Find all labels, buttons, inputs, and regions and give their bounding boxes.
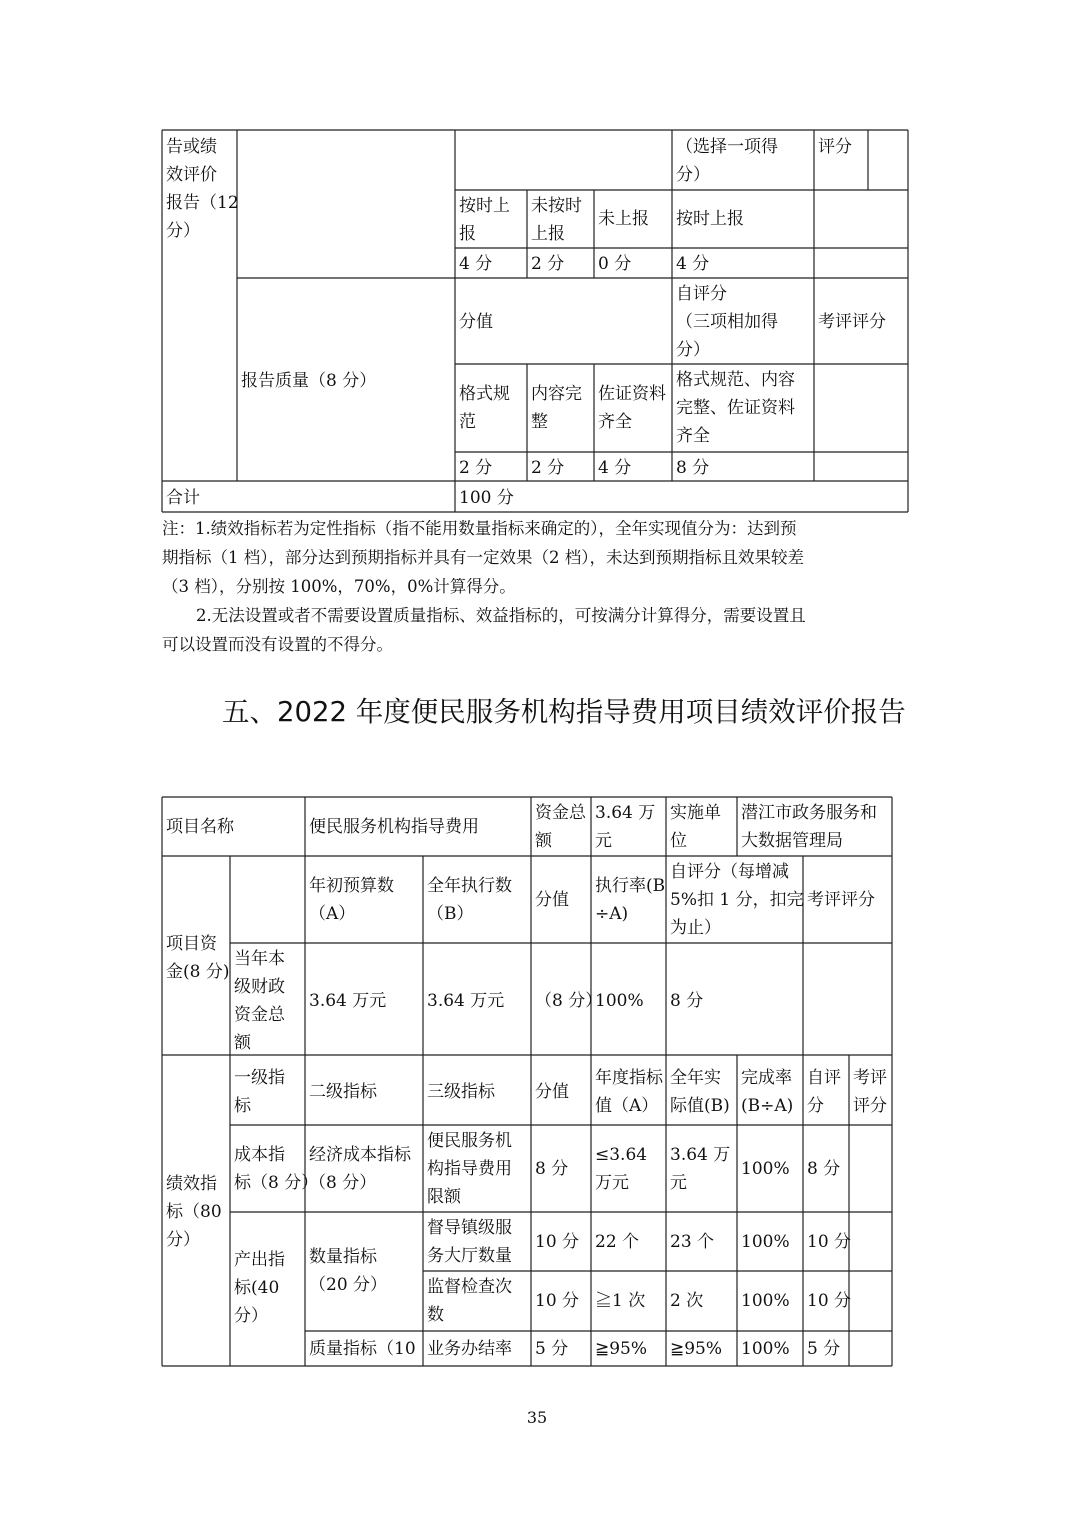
cell-hall-rate: 100% bbox=[741, 1232, 790, 1252]
cell-handle-rate: 100% bbox=[741, 1339, 790, 1359]
cell-fin-line2: 级财政 bbox=[234, 977, 285, 997]
cell-handle-target: ≧95% bbox=[595, 1339, 648, 1359]
cell-annual-line1: 年度指标 bbox=[595, 1068, 663, 1088]
cell-score-value-2: 分值 bbox=[535, 890, 569, 910]
cell-category-line4: 分） bbox=[166, 221, 200, 241]
cell-handle-self: 5 分 bbox=[807, 1339, 841, 1359]
cell-rate-line1: 执行率(B bbox=[595, 876, 666, 896]
cell-rate-value: 100% bbox=[595, 991, 644, 1011]
cell-insp-self: 10 分 bbox=[807, 1291, 852, 1311]
cell-out-line3: 分） bbox=[234, 1306, 268, 1326]
cell-report-quality: 报告质量（8 分） bbox=[241, 371, 377, 391]
cell-project-name: 便民服务机构指导费用 bbox=[309, 817, 479, 837]
cell-insp-score: 10 分 bbox=[535, 1291, 580, 1311]
cell-l1-line2: 标 bbox=[234, 1096, 251, 1116]
cell-content-line2: 整 bbox=[531, 412, 548, 432]
cell-lscore-header: 分值 bbox=[535, 1082, 569, 1102]
cell-cost3-line3: 限额 bbox=[427, 1187, 461, 1207]
cell-l1-line1: 一级指 bbox=[234, 1068, 285, 1088]
cell-handle-rate-label: 业务办结率 bbox=[427, 1339, 512, 1359]
cell-comp-line1: 完成率 bbox=[741, 1068, 792, 1088]
cell-score-3: 0 分 bbox=[598, 254, 632, 274]
cell-cost-actual-line1: 3.64 万 bbox=[670, 1145, 731, 1165]
cell-hall-target: 22 个 bbox=[595, 1232, 640, 1252]
cell-score-1: 4 分 bbox=[459, 254, 493, 274]
cell-cost-rate: 100% bbox=[741, 1159, 790, 1179]
cell-ontime-line2: 报 bbox=[459, 224, 476, 244]
cell-notontime-line1: 未按时 bbox=[531, 196, 582, 216]
cell-insp-line2: 数 bbox=[427, 1305, 444, 1325]
note-2-line-1: 2.无法设置或者不需要设置质量指标、效益指标的，可按满分计算得分，需要设置且 bbox=[196, 606, 806, 625]
cell-impl-unit-line2: 位 bbox=[670, 831, 687, 851]
cell-fund-label-line2: 金(8 分) bbox=[166, 962, 230, 982]
cell-hall-actual: 23 个 bbox=[670, 1232, 715, 1252]
cell-perf-line3: 分） bbox=[166, 1230, 200, 1250]
cell-qscore-4: 8 分 bbox=[676, 458, 710, 478]
cell-annual-line2: 值（A） bbox=[595, 1096, 659, 1116]
cell-insp-rate: 100% bbox=[741, 1291, 790, 1311]
cell-quality-self-line3: 齐全 bbox=[676, 426, 710, 446]
cell-cost-line1: 成本指 bbox=[234, 1145, 285, 1165]
cell-notontime-line2: 上报 bbox=[531, 224, 565, 244]
cell-cost-actual-line2: 元 bbox=[670, 1173, 687, 1193]
cell-review-score: 评分 bbox=[818, 137, 852, 157]
cell-fund-label-line1: 项目资 bbox=[166, 934, 217, 954]
cell-impl-unit-line1: 实施单 bbox=[670, 803, 721, 823]
cell-cost3-line2: 构指导费用 bbox=[427, 1159, 512, 1179]
cell-self-ontime: 按时上报 bbox=[676, 209, 744, 229]
cell-revh-line1: 考评 bbox=[853, 1068, 887, 1088]
cell-fin-line4: 额 bbox=[234, 1033, 251, 1053]
cell-out-line1: 产出指 bbox=[234, 1250, 285, 1270]
cell-quality-self-line2: 完整、佐证资料 bbox=[676, 398, 795, 418]
cell-perf-line2: 标（80 bbox=[166, 1202, 222, 1222]
cell-insp-target: ≧1 次 bbox=[595, 1291, 646, 1311]
cell-quality-self-line1: 格式规范、内容 bbox=[676, 370, 795, 390]
cell-total-value: 100 分 bbox=[459, 488, 514, 508]
cell-impl-org-line2: 大数据管理局 bbox=[741, 831, 843, 851]
notes bbox=[162, 514, 912, 659]
cell-quality-indicator: 质量指标（10 bbox=[309, 1339, 416, 1359]
cell-handle-actual: ≧95% bbox=[670, 1339, 723, 1359]
cell-self-value: 8 分 bbox=[670, 991, 704, 1011]
cell-comp-line2: (B÷A) bbox=[741, 1096, 794, 1116]
cell-total-label: 合计 bbox=[166, 488, 200, 508]
cell-category-line2: 效评价 bbox=[166, 165, 217, 185]
cell-fin-line1: 当年本 bbox=[234, 949, 285, 969]
cell-self-rule-line2: 5%扣 1 分，扣完 bbox=[670, 890, 804, 910]
cell-hall-score: 10 分 bbox=[535, 1232, 580, 1252]
cell-rate-line2: ÷A) bbox=[595, 904, 629, 924]
cell-proof-line2: 齐全 bbox=[598, 412, 632, 432]
cell-hall-self: 10 分 bbox=[807, 1232, 852, 1252]
cell-score-value: 分值 bbox=[459, 312, 493, 332]
cell-exec-value: 3.64 万元 bbox=[427, 991, 505, 1011]
cell-self-score-line1: 自评分 bbox=[676, 284, 727, 304]
cell-review-full: 考评评分 bbox=[818, 312, 886, 332]
cell-cost-line2: 标（8 分） bbox=[234, 1173, 319, 1193]
cell-actual-line2: 际值(B) bbox=[670, 1096, 730, 1116]
cell-budget-value: 3.64 万元 bbox=[309, 991, 387, 1011]
cell-review-2: 考评评分 bbox=[807, 890, 875, 910]
cell-qty-line1: 数量指标 bbox=[309, 1247, 377, 1267]
cell-selfh-line1: 自评 bbox=[807, 1068, 841, 1088]
cell-score-8: （8 分） bbox=[535, 991, 603, 1011]
cell-budget-line1: 年初预算数 bbox=[309, 876, 394, 896]
cell-out-line2: 标(40 bbox=[234, 1278, 280, 1298]
cell-insp-actual: 2 次 bbox=[670, 1291, 704, 1311]
cell-insp-line1: 监督检查次 bbox=[427, 1277, 512, 1297]
cell-content-line1: 内容完 bbox=[531, 384, 582, 404]
note-1-line-1: 注：1.绩效指标若为定性指标（指不能用数量指标来确定的），全年实现值分为：达到预 bbox=[162, 519, 797, 538]
cell-proof-line1: 佐证资料 bbox=[598, 384, 666, 404]
note-1-line-2: 期指标（1 档），部分达到预期指标并具有一定效果（2 档），未达到预期指标且效果较差 bbox=[162, 548, 804, 567]
cell-format-line2: 范 bbox=[459, 412, 476, 432]
cell-select-one-line1: （选择一项得 bbox=[676, 137, 778, 157]
note-1-line-3: （3 档），分别按 100%，70%，0%计算得分。 bbox=[162, 577, 516, 596]
cell-fund-amount-line2: 元 bbox=[595, 831, 612, 851]
cell-cost-target-line1: ≤3.64 bbox=[595, 1145, 648, 1165]
cell-self-rule-line3: 为止） bbox=[670, 918, 721, 938]
cell-ontime-line1: 按时上 bbox=[459, 196, 510, 216]
cell-score-2: 2 分 bbox=[531, 254, 565, 274]
cell-qscore-2: 2 分 bbox=[531, 458, 565, 478]
cell-cost3-line1: 便民服务机 bbox=[427, 1131, 512, 1151]
cell-fund-total-line2: 额 bbox=[535, 831, 552, 851]
cell-project-name-label: 项目名称 bbox=[166, 817, 234, 837]
page-number: 35 bbox=[526, 1408, 548, 1427]
cell-not-reported: 未上报 bbox=[598, 209, 649, 229]
cell-cost-score: 8 分 bbox=[535, 1159, 569, 1179]
cell-l2-header: 二级指标 bbox=[309, 1082, 377, 1102]
cell-impl-org-line1: 潜江市政务服务和 bbox=[741, 803, 877, 823]
cell-format-line1: 格式规 bbox=[459, 384, 510, 404]
cell-cost-target-line2: 万元 bbox=[595, 1173, 629, 1193]
cell-qscore-1: 2 分 bbox=[459, 458, 493, 478]
cell-fund-total-line1: 资金总 bbox=[535, 803, 586, 823]
cell-actual-line1: 全年实 bbox=[670, 1068, 721, 1088]
cell-perf-line1: 绩效指 bbox=[166, 1174, 217, 1194]
cell-qty-line2: （20 分） bbox=[309, 1275, 388, 1295]
cell-hall-line2: 务大厅数量 bbox=[427, 1246, 512, 1266]
section-heading: 五、2022 年度便民服务机构指导费用项目绩效评价报告 bbox=[222, 696, 906, 728]
cell-self-score-line3: 分） bbox=[676, 340, 710, 360]
cell-self-rule-line1: 自评分（每增减 bbox=[670, 862, 789, 882]
cell-category-line3: 报告（12 bbox=[166, 193, 239, 213]
cell-revh-line2: 评分 bbox=[853, 1096, 887, 1116]
cell-econ-line1: 经济成本指标 bbox=[309, 1145, 411, 1165]
cell-fund-amount-line1: 3.64 万 bbox=[595, 803, 656, 823]
cell-selfh-line2: 分 bbox=[807, 1096, 824, 1116]
cell-qscore-3: 4 分 bbox=[598, 458, 632, 478]
note-2-line-2: 可以设置而没有设置的不得分。 bbox=[162, 635, 393, 654]
cell-hall-line1: 督导镇级服 bbox=[427, 1218, 512, 1238]
cell-fin-line3: 资金总 bbox=[234, 1005, 285, 1025]
cell-category-line1: 告或绩 bbox=[166, 137, 217, 157]
cell-select-one-line2: 分） bbox=[676, 165, 710, 185]
cell-budget-line2: （A） bbox=[309, 904, 356, 924]
cell-exec-line1: 全年执行数 bbox=[427, 876, 512, 896]
cell-handle-score: 5 分 bbox=[535, 1339, 569, 1359]
cell-econ-line2: （8 分） bbox=[309, 1173, 377, 1193]
cell-self-score-line2: （三项相加得 bbox=[676, 312, 778, 332]
cell-score-4: 4 分 bbox=[676, 254, 710, 274]
cell-exec-line2: （B） bbox=[427, 904, 474, 924]
cell-l3-header: 三级指标 bbox=[427, 1082, 495, 1102]
cell-cost-self: 8 分 bbox=[807, 1159, 841, 1179]
